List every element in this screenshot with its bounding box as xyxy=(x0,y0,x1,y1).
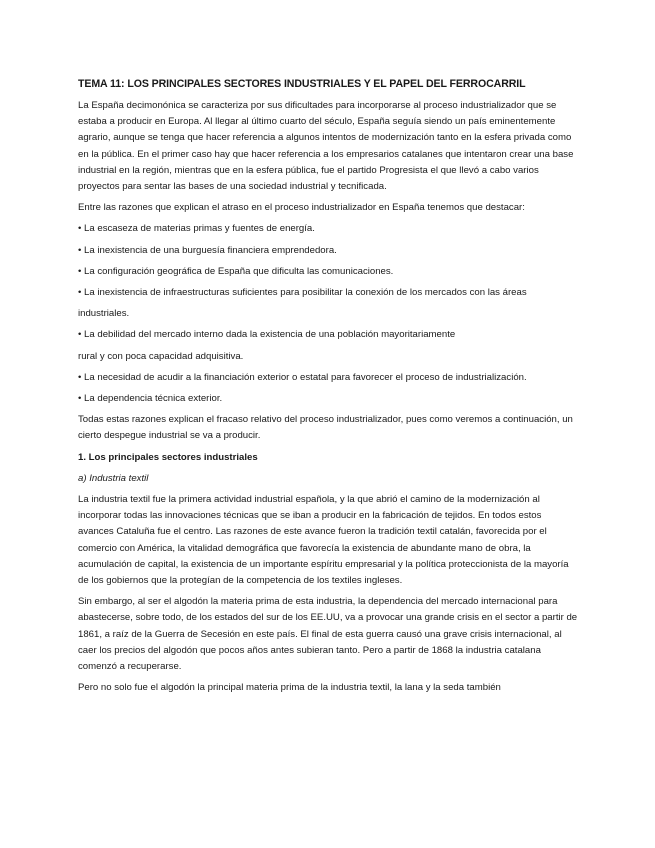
textile-paragraph-2: Sin embargo, al ser el algodón la materia prima de esta industria, la dependencia del mercado internacional para abastecerse, sobre todo, de los estados del sur de los EE.UU, va a provocar una grande crisis en el sector a partir de 1861, a raíz de la Guerra de Secesión en este país. El final de esta guerra causó una grave crisis internacional, al caer los precios del algodón que pocos años antes subieran tanto. Pero a partir de 1868 la industria catalana comenzó a recuperarse. xyxy=(78,596,578,673)
textile-paragraph-1: La industria textil fue la primera actividad industrial española, y la que abrió el camino de la modernización al incorporar todas las innovaciones técnicas que se iban a producir en la fabricación de tejidos. En todos estos avances Cataluña fue el centro. Las razones de este avance fueron la tradición textil catalán, favorecida por el comercio con América, la vitalidad demográfica que favorecía la existencia de abundante mano de obra, la acumulación de capital, la existencia de un importante espíritu empresarial y la política proteccionista de la mayoría de los gobiernos que la protegían de la competencia de los textiles ingleses. xyxy=(78,494,569,587)
textile-paragraph-3: Pero no solo fue el algodón la principal materia prima de la industria textil, la lana y la seda también xyxy=(78,682,501,694)
bullet-item-5: • La debilidad del mercado interno dada la existencia de una población mayoritariamente xyxy=(78,329,456,341)
reasons-intro-paragraph: Entre las razones que explican el atraso en el proceso industrializador en España tenemos que destacar: xyxy=(78,202,525,214)
conclusion-paragraph: Todas estas razones explican el fracaso relativo del proceso industrializador, pues como veremos a continuación, un cierto despegue industrial se va a producir. xyxy=(78,414,573,442)
bullet-item-5-continuation: rural y con poca capacidad adquisitiva. xyxy=(78,350,244,362)
document-title: TEMA 11: LOS PRINCIPALES SECTORES INDUSTRIALES Y EL PAPEL DEL FERROCARRIL xyxy=(78,78,526,90)
subsection-heading: a) Industria textil xyxy=(78,472,149,484)
bullet-item-4-continuation: industriales. xyxy=(78,308,130,320)
bullet-item-4: • La inexistencia de infraestructuras suficientes para posibilitar la conexión de los mercados con las áreas xyxy=(78,287,527,299)
intro-paragraph: La España decimonónica se caracteriza por sus dificultades para incorporarse al proceso industrializador que se estaba a producir en Europa. Al llegar al último cuarto del século, España seguía siendo un país eminentemente agrario, aunque se tenga que hacer referencia a algunos intentos de modernización tanto en la esfera privada como en la pública. En el primer caso hay que hacer referencia a los empresarios catalanes que intentaron crear una base industrial en la región, mientras que en la esfera pública, fue el partido Progresista el que llevó a cabo varios proyectos para sentar las bases de una sociedad industrial y tecnificada. xyxy=(78,100,574,193)
section-heading: 1. Los principales sectores industriales xyxy=(78,451,258,463)
bullet-item-6: • La necesidad de acudir a la financiación exterior o estatal para favorecer el proceso de industrialización. xyxy=(78,371,527,383)
bullet-item-1: • La escaseza de materias primas y fuentes de energía. xyxy=(78,223,315,235)
bullet-item-2: • La inexistencia de una burguesía financiera emprendedora. xyxy=(78,244,337,256)
bullet-item-7: • La dependencia técnica exterior. xyxy=(78,393,223,405)
document-body xyxy=(78,76,578,702)
bullet-item-3: • La configuración geográfica de España que dificulta las comunicaciones. xyxy=(78,265,394,277)
